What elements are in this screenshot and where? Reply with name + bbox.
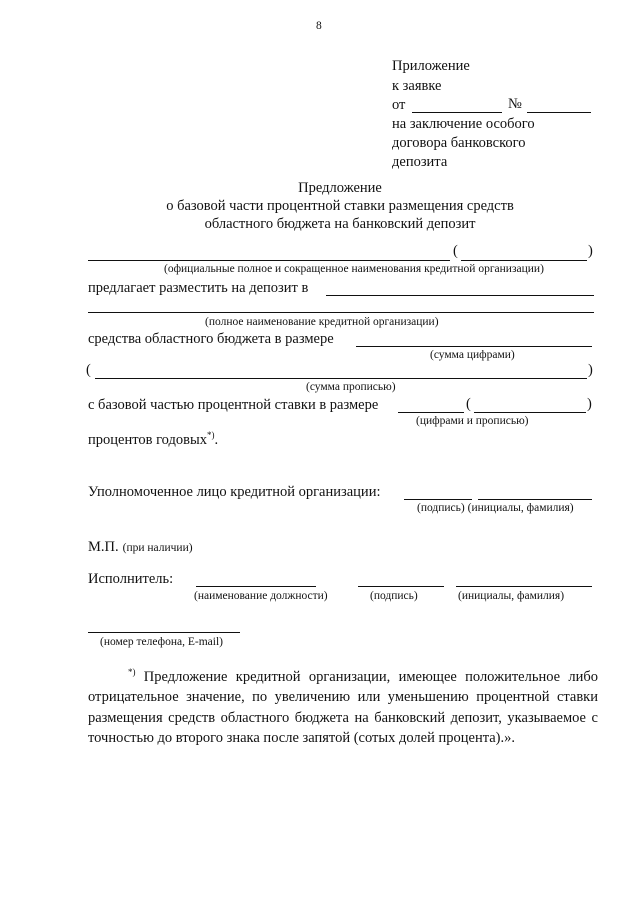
percent-text [88,430,218,449]
title-line2: о базовой части процентной ставки размещения средств [166,198,514,214]
executor-position-line [196,586,316,587]
rate-text: с базовой частью процентной ставки в размере [88,397,379,413]
authorized-signature-line [404,499,472,500]
funds-text: средства областного бюджета в размере [88,331,334,347]
caption-position: (наименование должности) [194,590,328,602]
rate-digits-line [398,412,464,413]
footnote-text: Предложение кредитной организации, имеющее положительное либо отрицательное значение, по увеличению или уменьшению процентной ставки размещения средств областного бюджета на банковский депозит, указываемое с точностью до второго знака после запятой (сотых долей процента).». [88,668,598,747]
appendix-date-line [412,112,502,113]
sum-words-open-paren: ( [86,362,91,378]
appendix-line4: на заключение особого [392,116,535,132]
rate-close-paren: ) [587,396,592,412]
caption-sum-digits: (сумма цифрами) [430,349,515,361]
stamp-label: М.П. [88,539,119,555]
appendix-number-label: № [508,96,522,112]
page-number: 8 [316,20,322,32]
executor-signature-line [358,586,444,587]
caption-name: (инициалы, фамилия) [458,590,565,602]
stamp-block [88,538,193,556]
appendix-line5: договора банковского [392,135,526,151]
executor-label: Исполнитель: [88,571,174,587]
sum-words-line [95,378,587,379]
caption-signature: (подпись) [370,590,418,602]
rate-open-paren: ( [466,396,471,412]
appendix-title: Приложение [392,58,470,74]
offers-text: предлагает разместить на депозит в [88,280,309,296]
rate-words-line [474,412,586,413]
appendix-to-application: к заявке [392,78,442,94]
bank-full-name-line [88,312,594,313]
appendix-from-label: от [392,97,406,113]
appendix-line6: депозита [392,154,448,170]
footnote-mark: *) [128,667,136,677]
executor-name-line [456,586,592,587]
open-paren: ( [453,243,458,259]
close-paren: ) [588,243,593,259]
authorized-label: Уполномоченное лицо кредитной организации: [88,484,381,500]
phone-email-line [88,632,240,633]
percent-label: процентов годовых [88,431,207,448]
footnote-reference: *) [206,430,215,440]
caption-full-name: (полное наименование кредитной организации) [205,316,439,328]
caption-rate: (цифрами и прописью) [416,415,529,427]
title-line3: областного бюджета на банковский депозит [204,216,476,232]
title-line1: Предложение [298,180,382,196]
percent-period: . [214,431,219,448]
org-full-name-line [88,260,450,261]
caption-phone: (номер телефона, E-mail) [100,636,223,648]
sum-words-close-paren: ) [588,362,593,378]
caption-org-names: (официальные полное и сокращенное наименования кредитной организации) [164,263,544,275]
appendix-number-line [527,112,591,113]
deposit-bank-line [326,295,594,296]
footnote [88,662,598,749]
stamp-note: (при наличии) [122,542,193,554]
authorized-caption: (подпись) (инициалы, фамилия) [417,502,574,514]
org-short-name-line [461,260,587,261]
sum-digits-line [356,346,592,347]
caption-sum-words: (сумма прописью) [306,381,396,393]
authorized-name-line [478,499,592,500]
